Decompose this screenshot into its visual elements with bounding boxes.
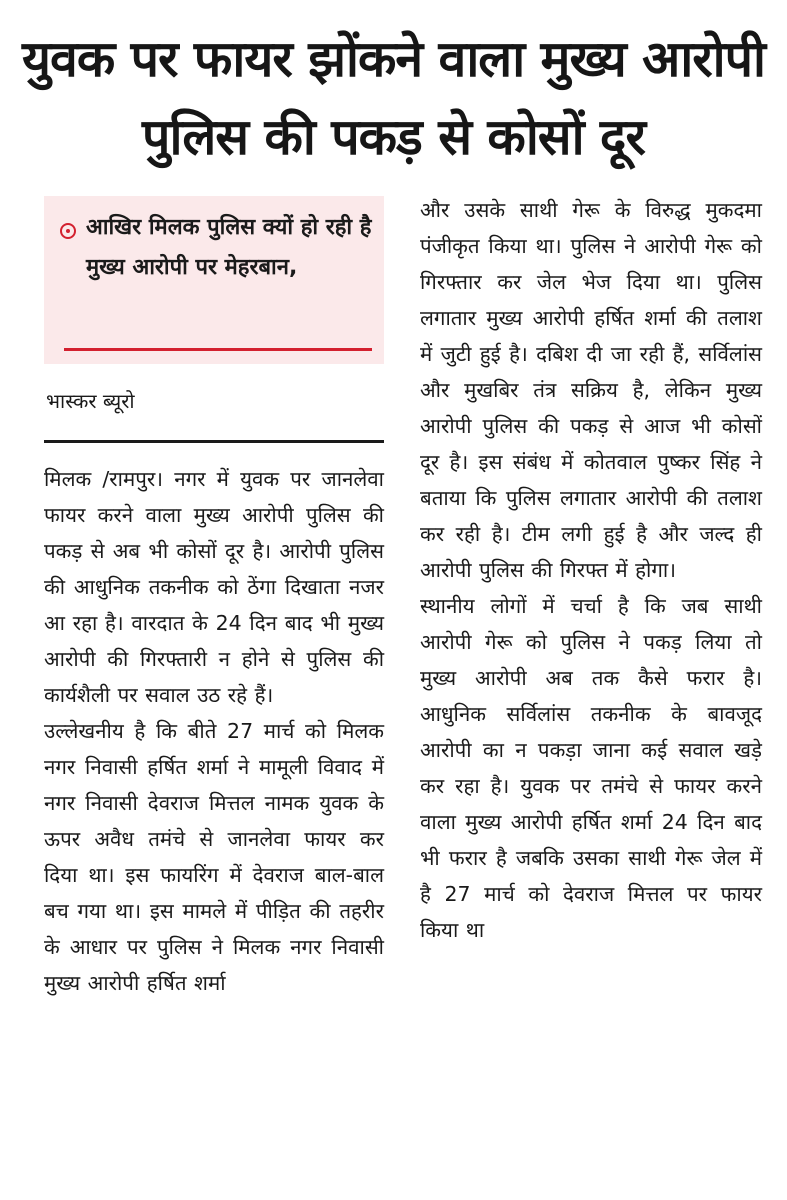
target-bullet-icon xyxy=(60,223,76,239)
right-column xyxy=(420,192,762,948)
byline: भास्कर ब्यूरो xyxy=(46,389,135,413)
left-column-body xyxy=(44,461,384,1001)
kicker-underline xyxy=(64,348,372,351)
right-paragraph-1: और उसके साथी गेरू के विरुद्ध मुकदमा पंजीकृत किया था। पुलिस ने आरोपी गेरू को गिरफ्तार कर जेल भेज दिया था। पुलिस लगातार मुख्य आरोपी हर्षित शर्मा की तलाश में जुटी हुई है। दबिश दी जा रही हैं, सर्विलांस और मुखबिर तंत्र सक्रिय है, लेकिन मुख्य आरोपी पुलिस की पकड़ से आज भी कोसों दूर है। इस संबंध में कोतवाल पुष्कर सिंह ने बताया कि पुलिस लगातार आरोपी की तलाश कर रही है। टीम लगी हुई है और जल्द ही आरोपी पुलिस की गिरफ्त में होगा। xyxy=(420,198,762,582)
kicker-text: आखिर मिलक पुलिस क्यों हो रही है मुख्य आरोपी पर मेहरबान, xyxy=(86,215,372,280)
headline-line-2: पुलिस की पकड़ से कोसों दूर xyxy=(142,108,645,166)
left-paragraph-2: उल्लेखनीय है कि बीते 27 मार्च को मिलक नगर निवासी हर्षित शर्मा ने मामूली विवाद में नगर निवासी देवराज मित्तल नामक युवक के ऊपर अवैध तमंचे से जानलेवा फायर कर दिया था। इस फायरिंग में देवराज बाल-बाल बच गया था। इस मामले में पीड़ित की तहरीर के आधार पर पुलिस ने मिलक नगर निवासी मुख्य आरोपी हर्षित शर्मा xyxy=(44,719,384,995)
kicker-box xyxy=(44,196,384,364)
byline-divider xyxy=(44,440,384,443)
left-paragraph-1: मिलक /रामपुर। नगर में युवक पर जानलेवा फायर करने वाला मुख्य आरोपी पुलिस की पकड़ से अब भी कोसों दूर है। आरोपी पुलिस की आधुनिक तकनीक को ठेंगा दिखाता नजर आ रहा है। वारदात के 24 दिन बाद भी मुख्य आरोपी की गिरफ्तारी न होने से पुलिस की कार्यशैली पर सवाल उठ रहे हैं। xyxy=(44,467,384,707)
left-column xyxy=(44,196,384,1001)
headline xyxy=(0,20,787,176)
headline-line-1: युवक पर फायर झोंकने वाला मुख्य आरोपी xyxy=(22,30,765,88)
right-paragraph-2: स्थानीय लोगों में चर्चा है कि जब साथी आरोपी गेरू को पुलिस ने पकड़ लिया तो मुख्य आरोपी अब तक कैसे फरार है। आधुनिक सर्विलांस तकनीक के बावजूद आरोपी का न पकड़ा जाना कई सवाल खड़े कर रहा है। युवक पर तमंचे से फायर करने वाला मुख्य आरोपी हर्षित शर्मा 24 दिन बाद भी फरार है जबकि उसका साथी गेरू जेल में है 27 मार्च को देवराज मित्तल पर फायर किया था xyxy=(420,594,762,942)
